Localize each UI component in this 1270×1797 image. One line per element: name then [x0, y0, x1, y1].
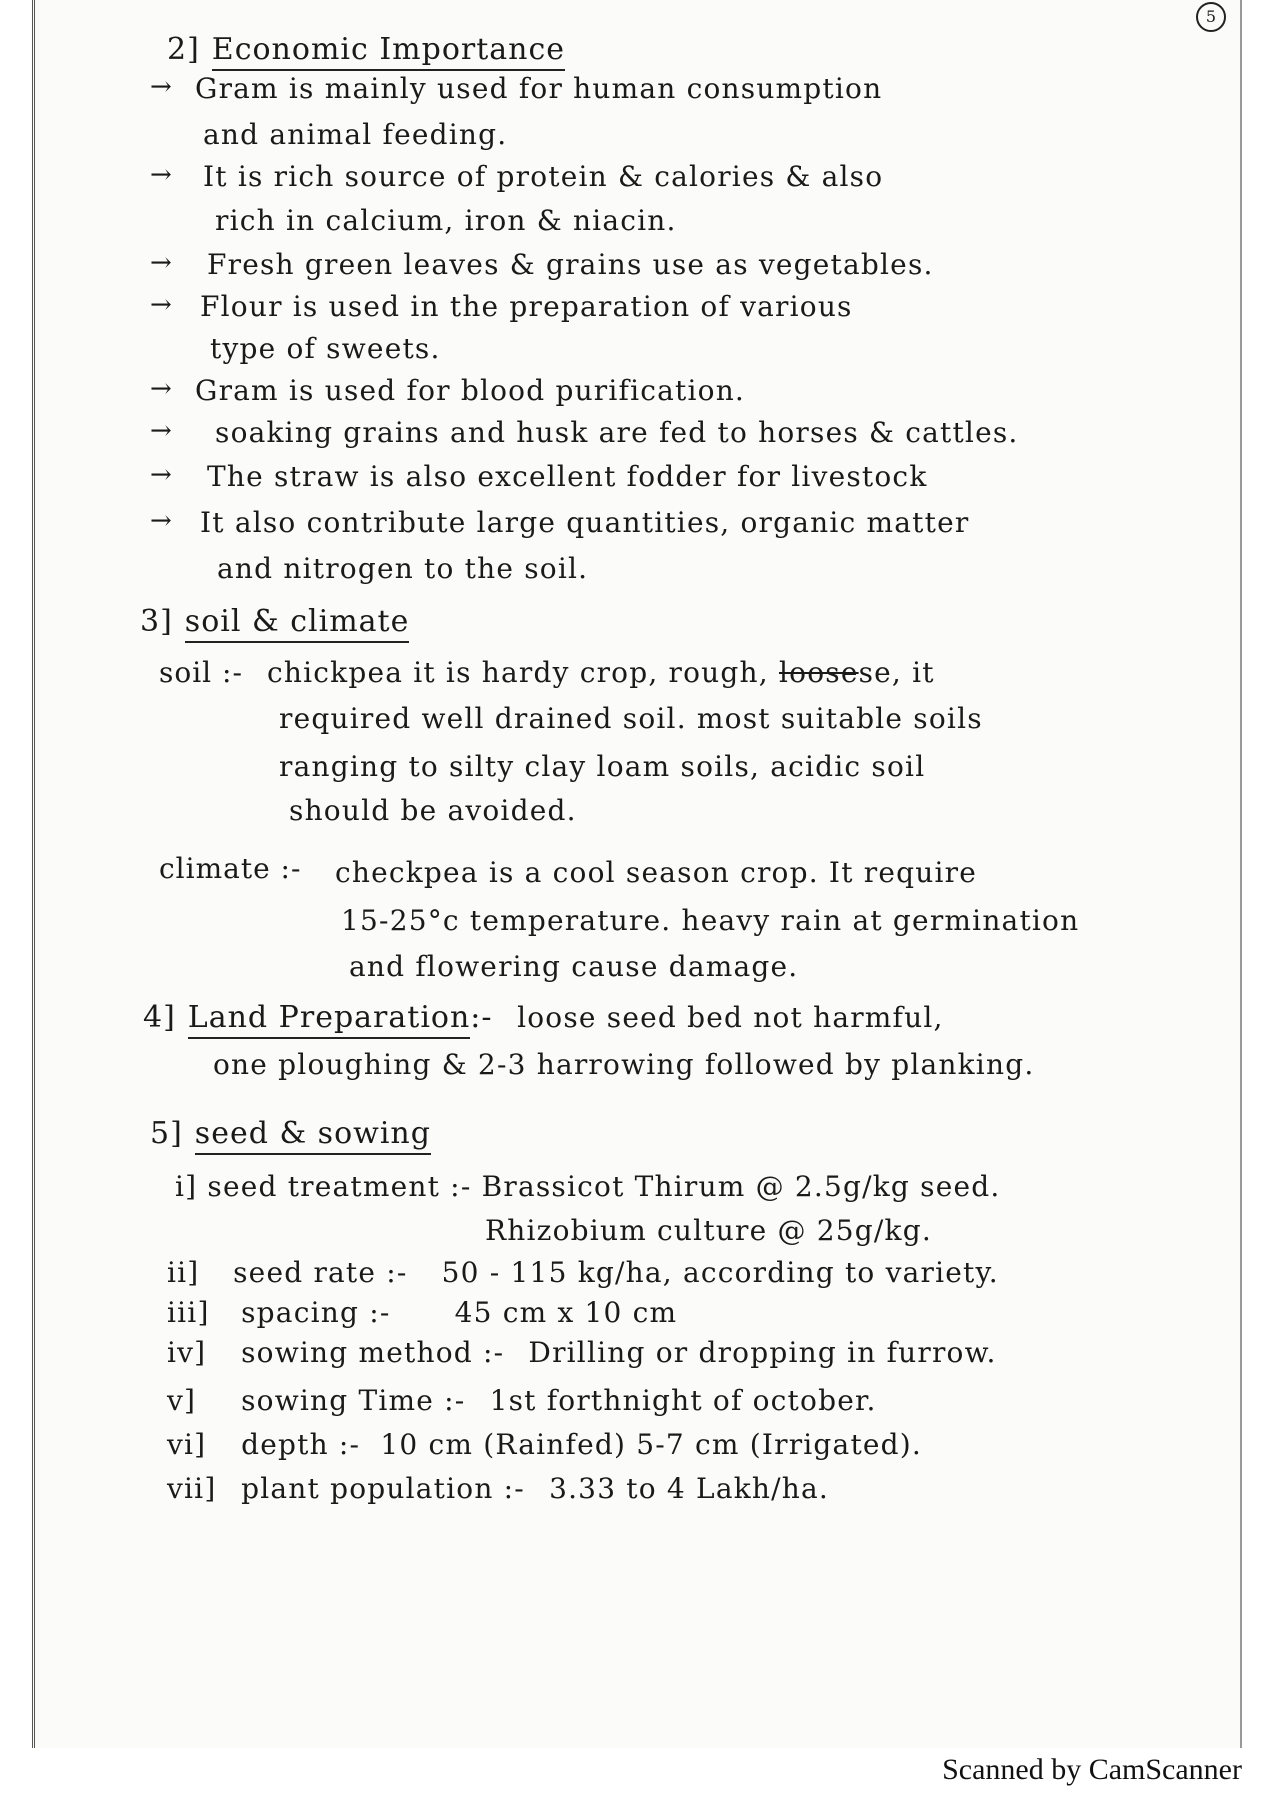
bullet-arrow-icon: →	[150, 72, 172, 102]
item-value: 3.33 to 4 Lakh/ha.	[549, 1472, 829, 1505]
section-title: Land Preparation	[188, 1000, 471, 1039]
seed-item-3	[167, 1296, 677, 1329]
scanner-watermark: Scanned by CamScanner	[942, 1753, 1242, 1786]
point-4-line-1: Flour is used in the preparation of various	[200, 290, 853, 323]
seed-item-6	[167, 1428, 922, 1461]
seed-item-5	[167, 1384, 877, 1417]
bullet-arrow-icon: →	[150, 160, 172, 190]
item-label: depth :-	[241, 1428, 361, 1461]
item-number: i]	[175, 1170, 198, 1203]
notebook-page	[32, 0, 1242, 1748]
section-number: 5]	[150, 1116, 183, 1151]
point-2-line-1: It is rich source of protein & calories & also	[203, 160, 884, 193]
item-label: sowing Time :-	[241, 1384, 466, 1417]
bullet-arrow-icon: →	[150, 248, 172, 278]
item-label: spacing :-	[241, 1296, 391, 1329]
item-number: iv]	[167, 1336, 207, 1369]
soil-text: chickpea it is hardy crop, rough,	[267, 656, 769, 689]
section-soil-climate-heading	[140, 604, 409, 639]
item-number: ii]	[167, 1256, 200, 1289]
section-seed-sowing-heading	[150, 1116, 431, 1151]
section-number: 4]	[143, 1000, 176, 1035]
point-1-line-1: Gram is mainly used for human consumption	[195, 72, 883, 105]
point-4-line-2: type of sweets.	[210, 332, 441, 365]
item-value: Brassicot Thirum @ 2.5g/kg seed.	[481, 1170, 1001, 1203]
item-number: v]	[167, 1384, 197, 1417]
point-1-line-2: and animal feeding.	[203, 118, 508, 151]
seed-item-1-line-2: Rhizobium culture @ 25g/kg.	[485, 1214, 932, 1247]
item-label: sowing method :-	[241, 1336, 505, 1369]
bullet-arrow-icon: →	[150, 374, 172, 404]
point-3-line-1: Fresh green leaves & grains use as vegetables.	[207, 248, 934, 281]
section-title: seed & sowing	[195, 1116, 431, 1155]
soil-line-4: should be avoided.	[289, 794, 577, 827]
seed-item-4	[167, 1336, 997, 1369]
climate-line-1: checkpea is a cool season crop. It require	[335, 856, 977, 889]
point-8-line-1: It also contribute large quantities, organic matter	[200, 506, 970, 539]
section-title: soil & climate	[185, 604, 410, 643]
section-number: 2]	[167, 32, 200, 67]
soil-text-after-strike: se, it	[858, 656, 935, 689]
climate-label: climate :-	[159, 852, 302, 885]
point-2-line-2: rich in calcium, iron & niacin.	[215, 204, 677, 237]
soil-line-3: ranging to silty clay loam soils, acidic soil	[279, 750, 926, 783]
section-number: 3]	[140, 604, 173, 639]
section-economic-importance-heading	[167, 32, 565, 67]
seed-item-1	[175, 1170, 1000, 1203]
item-label: seed treatment :-	[207, 1170, 472, 1203]
page-number: 5	[1196, 2, 1226, 32]
land-prep-line-2: one ploughing & 2-3 harrowing followed by planking.	[213, 1048, 1035, 1081]
point-6-line-1: soaking grains and husk are fed to horses & cattles.	[215, 416, 1019, 449]
item-value: 10 cm (Rainfed) 5-7 cm (Irrigated).	[380, 1428, 923, 1461]
struck-out-word: loose	[778, 656, 859, 689]
section-separator: :-	[470, 1000, 493, 1035]
item-value: 50 - 115 kg/ha, according to variety.	[441, 1256, 999, 1289]
bullet-arrow-icon: →	[150, 290, 172, 320]
soil-label: soil :-	[159, 656, 243, 689]
item-value: Drilling or dropping in furrow.	[528, 1336, 997, 1369]
soil-line-2: required well drained soil. most suitable soils	[279, 702, 983, 735]
bullet-arrow-icon: →	[150, 506, 172, 536]
section-title: Economic Importance	[212, 32, 565, 71]
soil-line-1	[267, 656, 935, 689]
item-number: iii]	[167, 1296, 210, 1329]
land-prep-line-1: loose seed bed not harmful,	[517, 1001, 944, 1034]
bullet-arrow-icon: →	[150, 460, 172, 490]
item-label: plant population :-	[241, 1472, 525, 1505]
seed-item-7	[167, 1472, 829, 1505]
item-value: 45 cm x 10 cm	[454, 1296, 678, 1329]
climate-line-3: and flowering cause damage.	[349, 950, 799, 983]
bullet-arrow-icon: →	[150, 416, 172, 446]
point-5-line-1: Gram is used for blood purification.	[195, 374, 746, 407]
item-label: seed rate :-	[233, 1256, 408, 1289]
item-number: vi]	[167, 1428, 207, 1461]
point-7-line-1: The straw is also excellent fodder for livestock	[207, 460, 928, 493]
item-number: vii]	[167, 1472, 217, 1505]
seed-item-2	[167, 1256, 999, 1289]
point-8-line-2: and nitrogen to the soil.	[217, 552, 589, 585]
climate-line-2: 15-25°c temperature. heavy rain at germination	[341, 904, 1080, 937]
item-value: 1st forthnight of october.	[489, 1384, 877, 1417]
section-land-preparation-heading	[143, 1000, 944, 1035]
